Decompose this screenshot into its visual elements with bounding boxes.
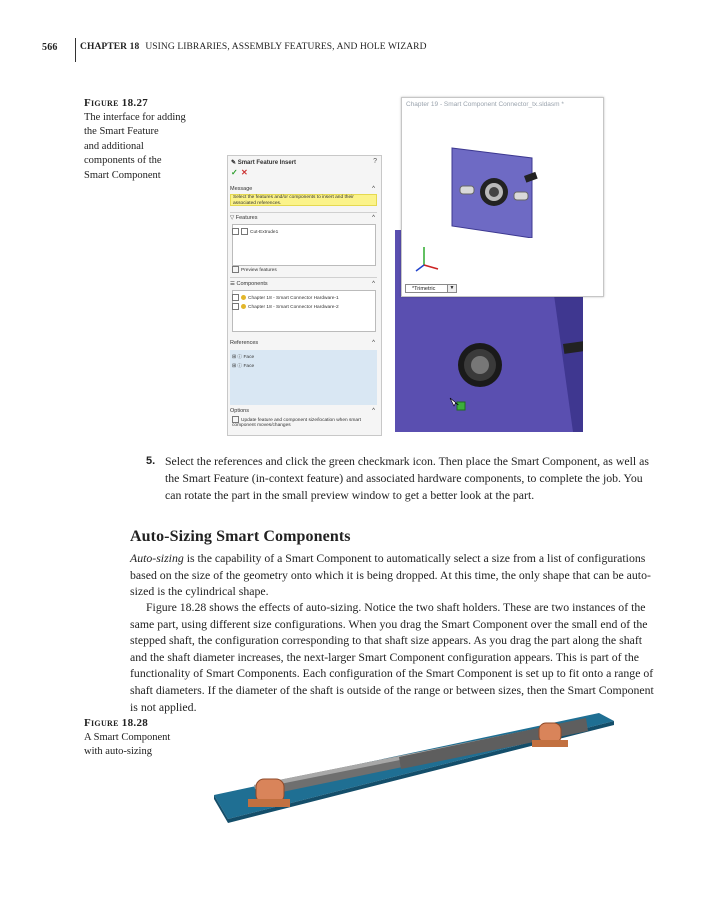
chevron-up-icon[interactable]: ^	[372, 215, 375, 221]
preview-part[interactable]	[442, 138, 562, 238]
reference-item[interactable]: ⊞ ⓘ Face	[232, 355, 255, 360]
page-number: 566	[42, 42, 58, 53]
header-divider	[75, 38, 76, 62]
checkbox-icon[interactable]	[232, 416, 239, 423]
figure-27-label: Figure 18.27	[84, 97, 149, 109]
panel-title: ✎ Smart Feature Insert	[231, 160, 297, 166]
section-heading: Auto-Sizing Smart Components	[130, 528, 351, 545]
step-text: Select the references and click the green checkmark icon. Then place the Smart Component, as well as the Smart Feature (in-context feature) and associated hardware components, to complete the job. You can rotate the part in the small preview window to get a better look at the part.	[165, 454, 649, 502]
message-box: Select the features and/or components to insert and their associated references.	[230, 194, 377, 206]
paragraph-2: Figure 18.28 shows the effects of auto-sizing. Notice the two shaft holders. These are two instances of the same part, using different size configurations. When you drag the Smart Component over the small end of the stepped shaft, the configuration corresponding to that shaft size appears. As you drag the part along the shaft and the shaft diameter increases, the next-larger Smart Component configuration appears. This is part of the functionality of Smart Components. Each configuration of the Smart Component is set up to fit onto a range of shaft diameters. If the diameter of the shaft is outside of the range or between sizes, then the Smart Component is not applied.	[130, 600, 654, 714]
figure-28-caption	[84, 716, 204, 760]
features-section-header[interactable]: ▽ Features ^	[230, 215, 375, 221]
checkbox-icon[interactable]	[232, 294, 239, 301]
components-section-header[interactable]: ☰ Components ^	[230, 281, 375, 287]
smart-feature-insert-panel	[227, 155, 382, 436]
panel-title-icon: ✎	[231, 160, 238, 166]
chapter-label: CHAPTER 18	[80, 42, 140, 52]
help-icon[interactable]: ?	[373, 158, 377, 165]
expand-icon[interactable]: ⊞ ⓘ	[232, 355, 244, 360]
chevron-down-icon[interactable]: ▼	[447, 285, 456, 292]
expand-icon[interactable]: ⊞ ⓘ	[232, 364, 244, 369]
chevron-up-icon[interactable]: ^	[372, 340, 375, 346]
preview-window[interactable]	[401, 97, 604, 297]
preview-window-title: Chapter 19 - Smart Component Connector_tx.sldasm *	[406, 101, 564, 108]
shaft-figure	[214, 713, 614, 823]
caption-line: with auto-sizing	[84, 746, 152, 757]
running-header	[80, 42, 427, 52]
component-icon	[241, 295, 246, 300]
chapter-title: USING LIBRARIES, ASSEMBLY FEATURES, AND HOLE WIZARD	[145, 42, 427, 52]
term: Auto-sizing	[130, 551, 184, 565]
paragraph-1: Auto-sizing is the capability of a Smart Component to automatically select a size from a list of configurations based on the size of the geometry onto which it is being dropped. At this time, the only shape that can be auto-sized is the cylindrical shape.	[130, 551, 651, 599]
cancel-button[interactable]: ✕	[241, 168, 248, 177]
component-item[interactable]: Chapter 18 - Smart Connector Hardware-2	[232, 303, 339, 310]
figure-27-caption	[84, 96, 204, 183]
checkbox-icon[interactable]	[232, 228, 239, 235]
options-section-header[interactable]: Options ^	[230, 408, 375, 414]
chevron-up-icon[interactable]: ^	[372, 281, 375, 287]
caption-line: and additional	[84, 140, 144, 152]
caption-line: Smart Component	[84, 169, 161, 181]
funnel-icon: ▽	[230, 215, 236, 221]
caption-line: components of the	[84, 155, 162, 166]
feature-icon	[241, 228, 248, 235]
preview-features-checkbox[interactable]: Preview features	[232, 266, 277, 273]
chevron-up-icon[interactable]: ^	[372, 408, 375, 414]
caption-line: The interface for adding	[84, 111, 186, 123]
divider	[230, 277, 377, 278]
chevron-up-icon[interactable]: ^	[372, 186, 375, 192]
axis-triad-icon	[412, 243, 442, 273]
components-icon: ☰	[230, 281, 237, 287]
view-orientation-value: *Trimetric	[412, 286, 436, 292]
caption-line: A Smart Component	[84, 731, 171, 743]
ok-checkmark-button[interactable]: ✓	[231, 168, 238, 177]
shaft-assembly-graphic	[214, 713, 614, 823]
message-section-header[interactable]: Message ^	[230, 186, 375, 192]
component-item[interactable]: Chapter 18 - Smart Connector Hardware-1	[232, 294, 339, 301]
checkbox-icon[interactable]	[232, 303, 239, 310]
divider	[230, 212, 377, 213]
figure-28-label: Figure 18.28	[84, 717, 149, 729]
component-icon	[241, 304, 246, 309]
references-section-header[interactable]: References ^	[230, 340, 375, 346]
step-number: 5.	[146, 455, 156, 467]
view-orientation-select[interactable]	[405, 284, 457, 293]
update-option-checkbox[interactable]: Update feature and component size/location when smart component moves/changes	[232, 417, 361, 429]
checkbox-icon[interactable]	[232, 266, 239, 273]
feature-item[interactable]: Cut-Extrude1	[232, 228, 278, 235]
caption-line: the Smart Feature	[84, 126, 159, 137]
reference-item[interactable]: ⊞ ⓘ Face	[232, 364, 255, 369]
